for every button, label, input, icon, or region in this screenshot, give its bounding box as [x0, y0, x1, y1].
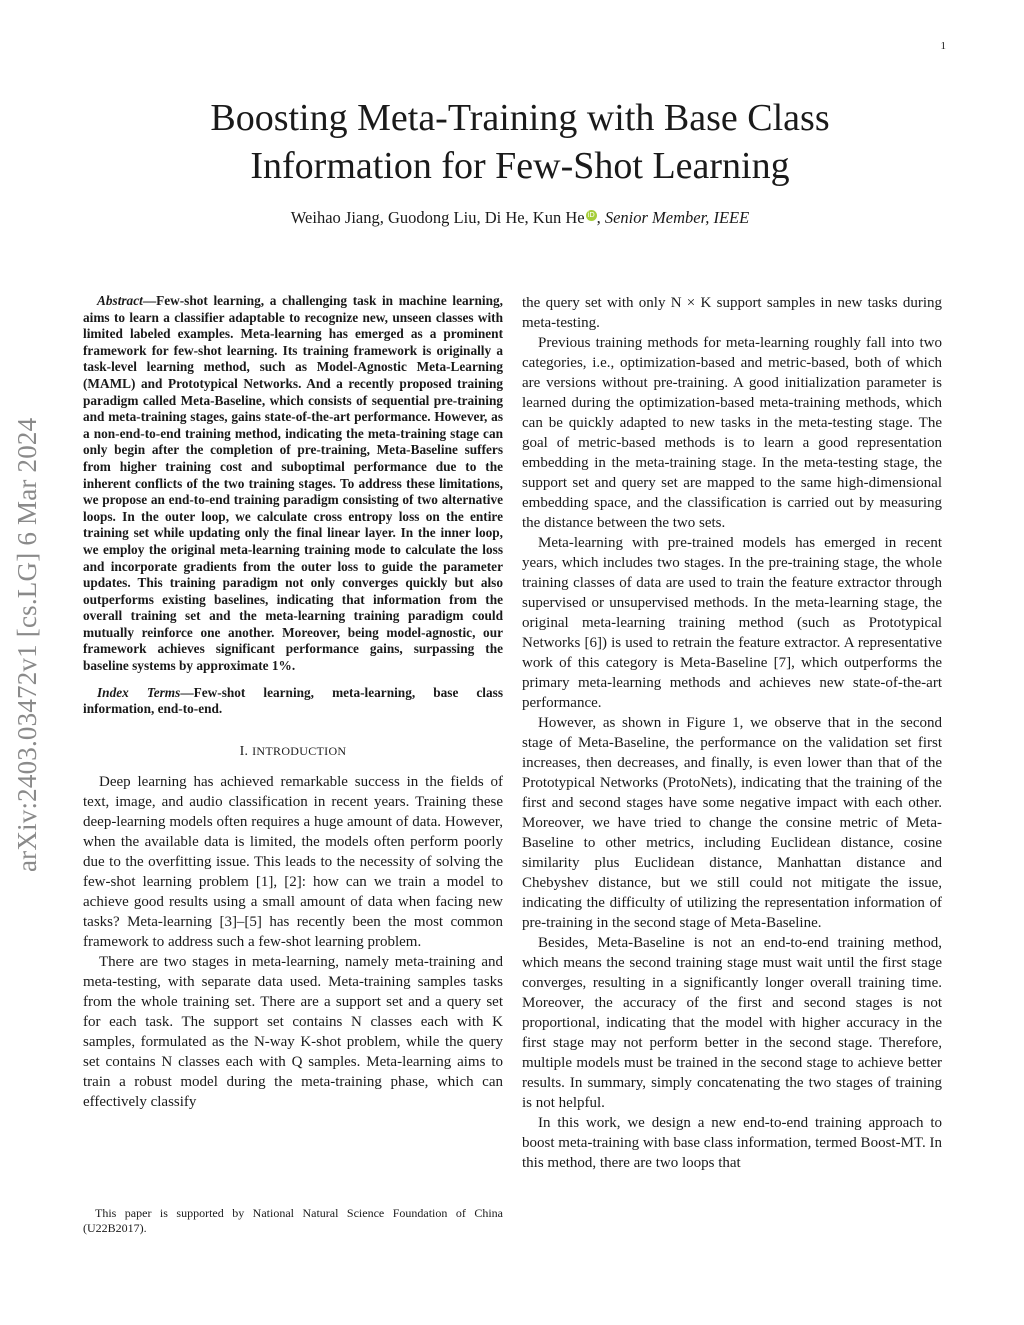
paper-title: [120, 94, 920, 190]
index-terms-text: —Few-shot learning, meta-learning, base class information, end-to-end.: [83, 684, 504, 717]
section-heading-introduction: [83, 744, 503, 760]
abstract: [83, 293, 503, 675]
paragraph: Previous training methods for meta-learning roughly fall into two categories, i.e., optimization-based and metric-based, both of which are versions without pre-training. A good initialization parameter is learned during the optimization-based meta-training methods, which can be quickly adapted to new tasks in the meta-testing stage. The goal of metric-based methods is to learn a good representation embedding in the meta-training stage. In the meta-testing stage, the support set and query set are mapped to the same high-dimensional embedding space, and the classification is carried out by measuring the distance between the two sets.: [522, 335, 942, 531]
arxiv-identifier[interactable]: arXiv:2403.03472v1 [cs.LG] 6 Mar 2024: [12, 417, 42, 873]
author-line: [120, 208, 920, 228]
paragraph: In this work, we design a new end-to-end training approach to boost meta-training with base class information, termed Boost-MT. In this method, there are two loops that: [522, 1115, 942, 1171]
title-line-2: Information for Few-Shot Learning: [250, 145, 790, 187]
author-names: Weihao Jiang, Guodong Liu, Di He, Kun He: [290, 208, 585, 227]
left-column: [83, 293, 503, 1112]
paragraph: There are two stages in meta-learning, namely meta-training and meta-testing, with separate data used. Meta-training samples tasks from the whole training set. There are a support set and a query set for each task. The support set contains N classes each with K samples, formulated as the N-way K-shot problem, while the query set contains N classes each with Q samples. Meta-learning aims to train a robust model during the meta-training phase, which can effectively classify: [83, 953, 503, 1110]
index-terms-label: Index Terms: [97, 684, 181, 700]
section-title: INTRODUCTION: [252, 743, 347, 758]
index-terms: [83, 685, 503, 718]
author-separator: ,: [596, 208, 605, 227]
paragraph: Deep learning has achieved remarkable success in the fields of text, image, and audio classification in recent years. Training these deep-learning models often requires a huge amount of data. However, when the available data is limited, the models often perform poorly due to the overfitting issue. This leads to the necessity of solving the few-shot learning problem [1], [2]: how can we train a model to achieve good results using a small amount of data when facing new tasks? Meta-learning [3]–[5] has recently been the most common framework to address such a few-shot learning problem.: [83, 773, 503, 950]
paragraph: the query set with only N × K support samples in new tasks during meta-testing.: [522, 295, 942, 331]
page-number: 1: [940, 40, 946, 52]
author-membership: Senior Member, IEEE: [604, 208, 750, 227]
title-line-1: Boosting Meta-Training with Base Class: [210, 97, 830, 139]
footnote: This paper is supported by National Natural Science Foundation of China (U22B2017).: [83, 1206, 503, 1235]
paragraph: Meta-learning with pre-trained models has emerged in recent years, which includes two stages. In the pre-training stage, the whole training classes of data are used to train the feature extractor through supervised or unsupervised methods. In the meta-learning stage, the original meta-learning training method (such as Prototypical Networks [6]) is used to retrain the feature extractor. A representative work of this category is Meta-Baseline [7], which outperforms the primary meta-learning methods and achieves new state-of-the-art performance.: [522, 535, 942, 711]
paragraph: However, as shown in Figure 1, we observe that in the second stage of Meta-Baseline, the performance on the validation set first increases, then decreases, and finally, is even lower than that of the Prototypical Networks (ProtoNets), indicating that the training of the first and second stages have some negative impact with each other. Moreover, we have tried to change the consine metric of Meta-Baseline to other metrics, including Euclidean distance, cosine similarity plus Euclidean distance, Manhattan distance and Chebyshev distance, but we still could not mitigate the issue, indicating the difficulty of utilizing the representation information of pre-training in the second stage of Meta-Baseline.: [522, 715, 942, 931]
paragraph: Besides, Meta-Baseline is not an end-to-end training method, which means the second training stage must wait until the first stage converges, resulting in a significantly longer overall training time. Moreover, the accuracy of the first and second stages is not proportional, indicating that the model with higher accuracy in the first stage may not perform better in the second stage. Therefore, multiple models must be trained in the second stage to achieve better results. In summary, simply concatenating the two stages of training is not helpful.: [522, 935, 942, 1111]
abstract-text: —Few-shot learning, a challenging task in machine learning, aims to learn a classifier adaptable to recognize new, unseen classes with limited labeled examples. Meta-learning has emerged as a prominent framework for few-shot learning. Its training framework is originally a task-level learning method, such as Model-Agnostic Meta-Learning (MAML) and Prototypical Networks. And a recently proposed training paradigm called Meta-Baseline, which consists of sequential pre-training and meta-training stages, gains state-of-the-art performance. However, as a non-end-to-end training method, indicating the meta-training stage can only begin after the completion of pre-training, Meta-Baseline suffers from higher training cost and suboptimal performance due to the inherent conflicts of the two training stages. To address these limitations, we propose an end-to-end training paradigm consisting of two alternative loops. In the outer loop, we calculate cross entropy loss on the entire training set while updating only the final linear layer. In the inner loop, we employ the original meta-learning training mode to calculate the loss and incorporate gradients from the outer loss to guide the parameter updates. This training paradigm not only converges quickly but also outperforms existing baselines, indicating that information from the overall training set and the meta-learning training paradigm could mutually reinforce one another. Moreover, being model-agnostic, our framework achieves significant performance gains, surpassing the baseline systems by approximate 1%.: [83, 293, 503, 674]
section-number: I.: [239, 743, 253, 759]
orcid-icon[interactable]: iD: [587, 210, 595, 219]
right-column: [522, 293, 942, 1173]
abstract-label: Abstract: [97, 293, 143, 308]
